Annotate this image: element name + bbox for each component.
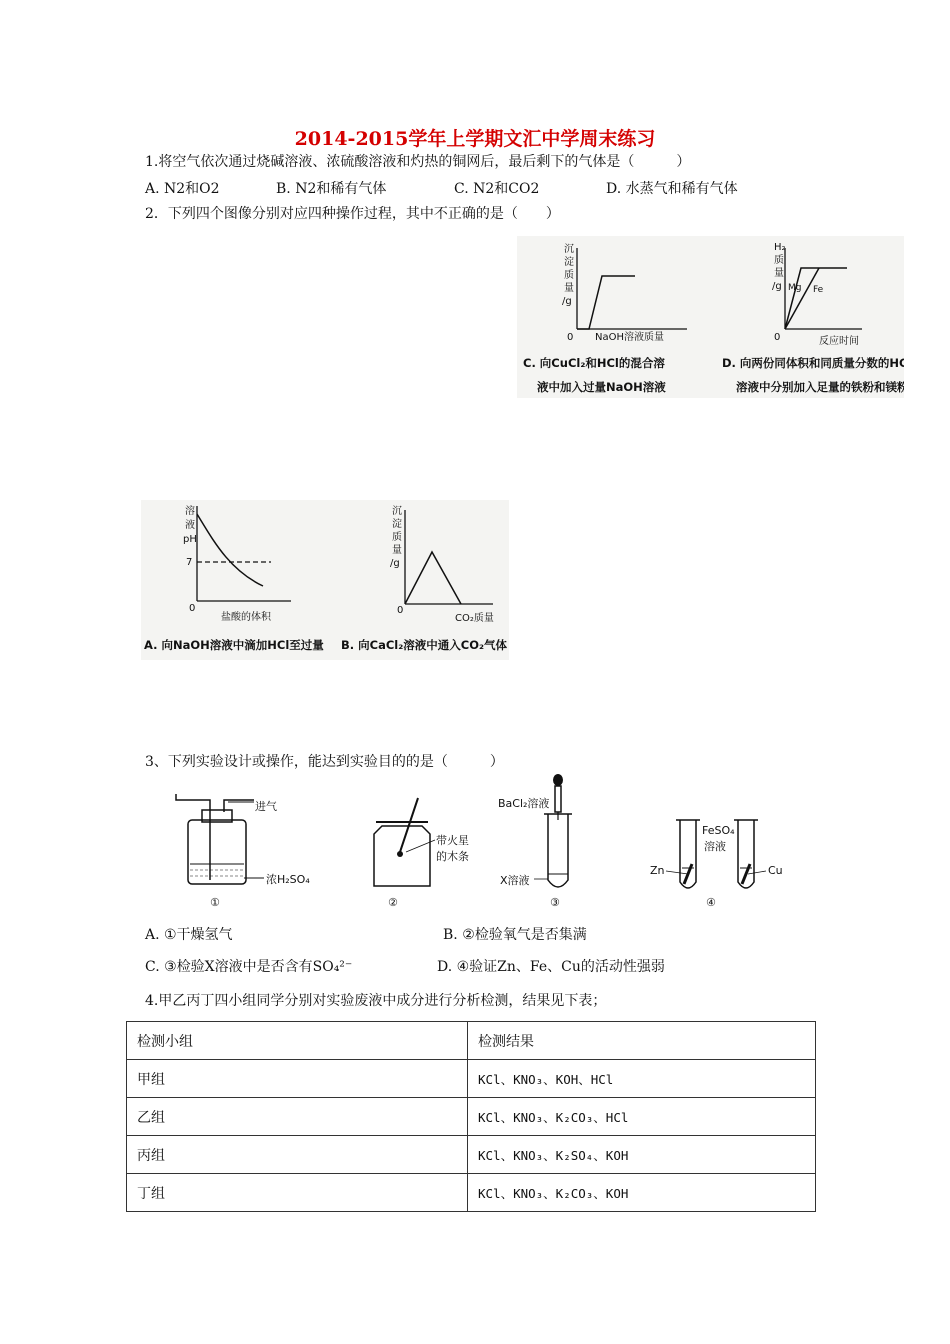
q1-stem: 1.将空气依次通过烧碱溶液、浓硫酸溶液和灼热的铜网后，最后剩下的气体是（ ） bbox=[145, 154, 691, 170]
graph-c-curve bbox=[577, 276, 635, 329]
graph-d-ylabel-1: H₂ bbox=[774, 242, 786, 253]
graph-c-ylabel-3: 质 bbox=[564, 270, 574, 281]
fig2-label-1: 带火星 bbox=[436, 834, 469, 847]
graph-a-origin: 0 bbox=[189, 603, 196, 614]
q3-option-b: B. ②检验氧气是否集满 bbox=[443, 927, 587, 943]
fig4-solution-2: 溶液 bbox=[704, 840, 726, 853]
table-cell-group: 甲组 bbox=[127, 1060, 468, 1098]
table-header-group: 检测小组 bbox=[127, 1022, 468, 1060]
graph-d-ylabel-2: 质 bbox=[774, 255, 784, 266]
q1-option-d: D. 水蒸气和稀有气体 bbox=[606, 181, 738, 197]
fig1-in-label: 进气 bbox=[255, 800, 277, 813]
bottle-1-inlet-tube bbox=[176, 794, 210, 880]
graph-d-origin: 0 bbox=[774, 332, 781, 343]
graph-b bbox=[341, 505, 508, 652]
fig3-reagent-label: BaCl₂溶液 bbox=[498, 797, 550, 810]
table-row bbox=[127, 1174, 816, 1212]
graph-d-label-fe: Fe bbox=[813, 285, 824, 295]
graph-b-ylabel-1: 沉 bbox=[392, 506, 402, 517]
fig1-number: ① bbox=[210, 896, 220, 909]
bottle-1-body bbox=[188, 820, 246, 884]
graph-d-ylabel-4: /g bbox=[772, 281, 782, 292]
graph-d-label-mg: Mg bbox=[788, 283, 802, 293]
q3-option-d: D. ④验证Zn、Fe、Cu的活动性强弱 bbox=[437, 959, 665, 975]
q3-stem: 3、下列实验设计或操作，能达到实验目的的是（ ） bbox=[145, 754, 504, 770]
q2-figure-cd bbox=[517, 236, 904, 398]
fig3-sample-label: X溶液 bbox=[500, 874, 530, 887]
table-cell-result: KCl、KNO₃、K₂CO₃、KOH bbox=[468, 1174, 816, 1212]
apparatus-1-gas-bottle bbox=[176, 794, 310, 909]
graph-c-ylabel-5: /g bbox=[562, 296, 572, 307]
graph-a-tick-7: 7 bbox=[186, 557, 193, 568]
q2-graphs-ab bbox=[141, 500, 509, 660]
graph-a bbox=[144, 504, 324, 652]
graph-a-ylabel-1: 溶 bbox=[185, 506, 195, 517]
graph-b-ylabel-3: 质 bbox=[392, 532, 402, 543]
graph-c-ylabel-4: 量 bbox=[564, 283, 574, 294]
graph-d-series-fe bbox=[785, 268, 819, 329]
graph-a-curve bbox=[197, 514, 263, 586]
q2-stem: 2．下列四个图像分别对应四种操作过程，其中不正确的是（ ） bbox=[145, 206, 560, 222]
fig1-acid-label: 浓H₂SO₄ bbox=[266, 873, 310, 886]
graph-c-caption-1: C. 向CuCl₂和HCl的混合溶 bbox=[523, 356, 665, 370]
fig4-solution-1: FeSO₄ bbox=[702, 824, 735, 837]
q2-figure-ab bbox=[141, 500, 509, 660]
graph-b-ylabel-2: 淀 bbox=[392, 519, 402, 530]
graph-c-caption-2: 液中加入过量NaOH溶液 bbox=[537, 380, 666, 394]
graph-b-ylabel-5: /g bbox=[390, 558, 400, 569]
graph-a-ylabel-2: 液 bbox=[185, 520, 195, 531]
fig4-number: ④ bbox=[706, 896, 716, 909]
graph-c-ylabel-1: 沉 bbox=[564, 244, 574, 255]
graph-b-xlabel: CO₂质量 bbox=[455, 613, 494, 624]
graph-c-ylabel-2: 淀 bbox=[564, 257, 574, 268]
q4-results-table bbox=[126, 1021, 816, 1212]
table-row bbox=[127, 1098, 816, 1136]
fig4-left-label: Zn bbox=[650, 864, 665, 877]
table-header-result: 检测结果 bbox=[468, 1022, 816, 1060]
table-cell-group: 乙组 bbox=[127, 1098, 468, 1136]
dropper-tube bbox=[555, 786, 561, 812]
table-row bbox=[127, 1060, 816, 1098]
apparatus-3-test-tube bbox=[498, 774, 572, 909]
graph-d-caption-2: 溶液中分别加入足量的铁粉和镁粉 bbox=[736, 380, 904, 394]
page-title: 2014-2015学年上学期文汇中学周末练习 bbox=[294, 128, 656, 150]
q3-option-a: A. ①干燥氢气 bbox=[145, 927, 233, 943]
graph-a-caption: A. 向NaOH溶液中滴加HCl至过量 bbox=[144, 638, 324, 652]
graph-a-xlabel: 盐酸的体积 bbox=[221, 612, 271, 623]
graph-a-ylabel-3: pH bbox=[183, 534, 197, 545]
q3-apparatus bbox=[140, 772, 800, 914]
fig2-label-2: 的木条 bbox=[436, 850, 469, 863]
apparatus-2-gas-jar bbox=[374, 798, 469, 909]
q1-option-c: C. N2和CO2 bbox=[454, 181, 540, 197]
graph-d-series-mg bbox=[785, 268, 847, 329]
graph-b-ylabel-4: 量 bbox=[392, 545, 402, 556]
fig2-number: ② bbox=[388, 896, 398, 909]
table-header-row bbox=[127, 1022, 816, 1060]
table-cell-group: 丁组 bbox=[127, 1174, 468, 1212]
apparatus-4-metal-tubes bbox=[650, 820, 783, 909]
graph-d-caption-1: D. 向两份同体积和同质量分数的HCl bbox=[722, 356, 904, 370]
graph-d-xlabel: 反应时间 bbox=[819, 336, 859, 347]
graph-b-caption: B. 向CaCl₂溶液中通入CO₂气体 bbox=[341, 638, 508, 652]
graph-c-origin: 0 bbox=[567, 332, 574, 343]
splint-icon bbox=[400, 798, 418, 852]
fig4-right-label: Cu bbox=[768, 864, 783, 877]
dropper-bulb-icon bbox=[553, 774, 563, 786]
q1-option-b: B. N2和稀有气体 bbox=[276, 181, 387, 197]
table-cell-result: KCl、KNO₃、K₂CO₃、HCl bbox=[468, 1098, 816, 1136]
table-row bbox=[127, 1136, 816, 1174]
graph-b-origin: 0 bbox=[397, 605, 404, 616]
test-tube-3 bbox=[548, 814, 568, 887]
q1-option-a: A. N2和O2 bbox=[145, 181, 220, 197]
graph-b-curve bbox=[405, 552, 461, 604]
table-cell-group: 丙组 bbox=[127, 1136, 468, 1174]
graph-d bbox=[722, 242, 904, 394]
table-cell-result: KCl、KNO₃、KOH、HCl bbox=[468, 1060, 816, 1098]
fig3-number: ③ bbox=[550, 896, 560, 909]
q2-graphs-cd bbox=[517, 236, 904, 398]
graph-d-ylabel-3: 量 bbox=[774, 268, 784, 279]
graph-c-xlabel: NaOH溶液质量 bbox=[595, 332, 664, 343]
q3-option-c: C. ③检验X溶液中是否含有SO₄²⁻ bbox=[145, 959, 353, 975]
table-cell-result: KCl、KNO₃、K₂SO₄、KOH bbox=[468, 1136, 816, 1174]
q4-stem: 4.甲乙丙丁四小组同学分别对实验废液中成分进行分析检测，结果见下表； bbox=[145, 993, 607, 1009]
graph-c bbox=[523, 243, 687, 394]
